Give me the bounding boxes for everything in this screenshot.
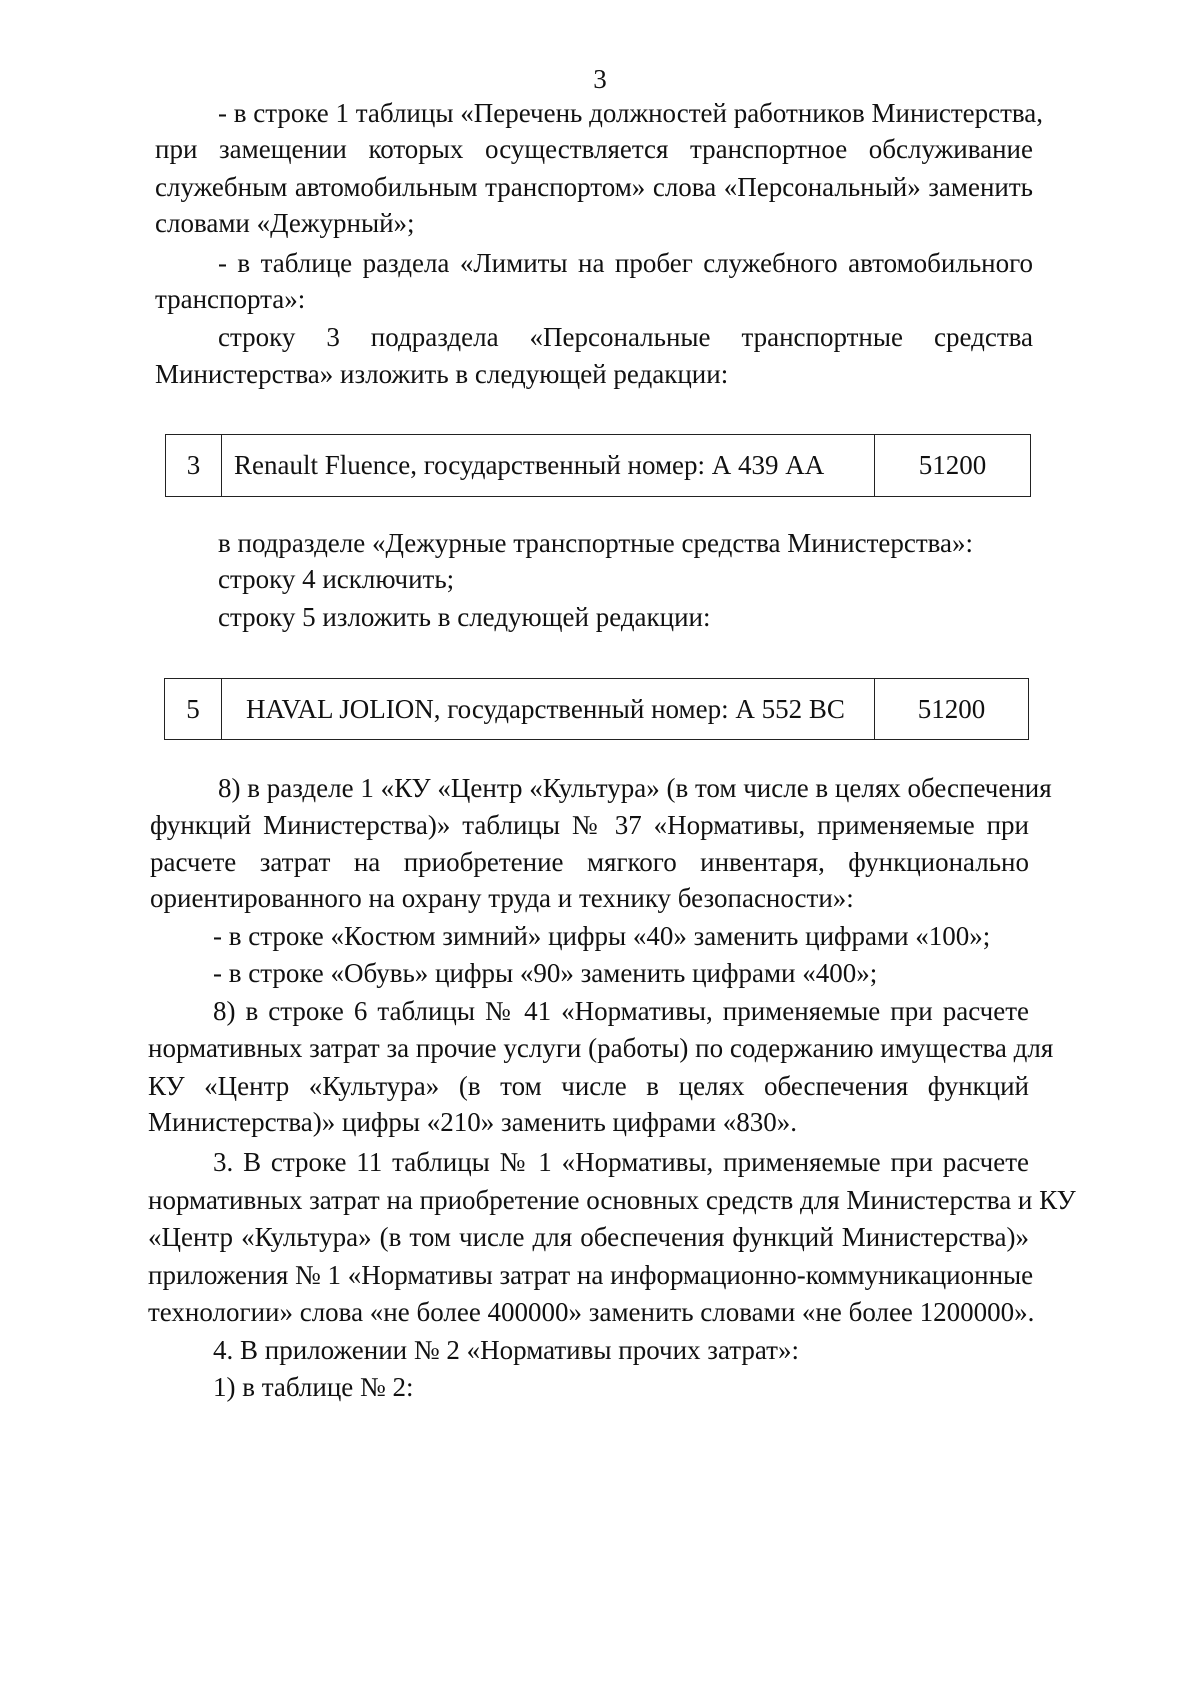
paragraph-line: расчете затрат на приобретение мягкого инвентаря, функционально [150, 847, 1029, 877]
table-cell-limit: 51200 [875, 679, 1029, 740]
paragraph-line: 1) в таблице № 2: [213, 1372, 414, 1402]
page-number: 3 [593, 64, 607, 94]
paragraph-line: служебным автомобильным транспортом» слова «Персональный» заменить [155, 172, 1033, 202]
paragraph-line: - в строке 1 таблицы «Перечень должностей работников Министерства, [218, 98, 1044, 128]
paragraph-line: - в таблице раздела «Лимиты на пробег служебного автомобильного [218, 248, 1033, 278]
paragraph-line: - в строке «Костюм зимний» цифры «40» заменить цифрами «100»; [213, 921, 991, 951]
paragraph-line: строку 3 подраздела «Персональные транспортные средства [218, 322, 1033, 352]
paragraph-line: 3. В строке 11 таблицы № 1 «Нормативы, применяемые при расчете [213, 1147, 1029, 1177]
paragraph-line: строку 4 исключить; [218, 564, 455, 594]
paragraph-line: КУ «Центр «Культура» (в том числе в целях обеспечения функций [148, 1071, 1029, 1101]
table-cell-vehicle: Renault Fluence, государственный номер: А 439 АА [222, 435, 875, 497]
paragraph-line: транспорта»: [155, 284, 306, 314]
table-cell-limit: 51200 [875, 435, 1031, 497]
paragraph-line: - в строке «Обувь» цифры «90» заменить цифрами «400»; [213, 958, 878, 988]
paragraph-line: нормативных затрат за прочие услуги (работы) по содержанию имущества для [148, 1033, 1054, 1063]
paragraph-line: ориентированного на охрану труда и технику безопасности»: [150, 883, 854, 913]
paragraph-line: 8) в разделе 1 «КУ «Центр «Культура» (в том числе в целях обеспечения [218, 773, 1052, 803]
paragraph-line: в подразделе «Дежурные транспортные средства Министерства»: [218, 528, 974, 558]
paragraph-line: функций Министерства)» таблицы № 37 «Нормативы, применяемые при [150, 810, 1029, 840]
paragraph-line: 4. В приложении № 2 «Нормативы прочих затрат»: [213, 1335, 799, 1365]
paragraph-line: при замещении которых осуществляется транспортное обслуживание [155, 134, 1033, 164]
paragraph-line: строку 5 изложить в следующей редакции: [218, 602, 711, 632]
vehicle-table-row-5 [164, 678, 1029, 740]
paragraph-line: нормативных затрат на приобретение основных средств для Министерства и КУ [148, 1185, 1076, 1215]
paragraph-line: Министерства)» цифры «210» заменить цифрами «830». [148, 1107, 797, 1137]
paragraph-line: технологии» слова «не более 400000» заменить словами «не более 1200000». [148, 1297, 1035, 1327]
table-cell-vehicle: HAVAL JOLION, государственный номер: А 552 ВС [222, 679, 875, 740]
vehicle-table-row-3 [165, 434, 1031, 497]
paragraph-line: «Центр «Культура» (в том числе для обеспечения функций Министерства)» [148, 1222, 1029, 1252]
paragraph-line: Министерства» изложить в следующей редакции: [155, 359, 729, 389]
table-cell-number: 5 [165, 679, 222, 740]
paragraph-line: 8) в строке 6 таблицы № 41 «Нормативы, применяемые при расчете [213, 996, 1029, 1026]
table-cell-number: 3 [166, 435, 222, 497]
paragraph-line: словами «Дежурный»; [155, 208, 415, 238]
paragraph-line: приложения № 1 «Нормативы затрат на информационно-коммуникационные [148, 1260, 1034, 1290]
